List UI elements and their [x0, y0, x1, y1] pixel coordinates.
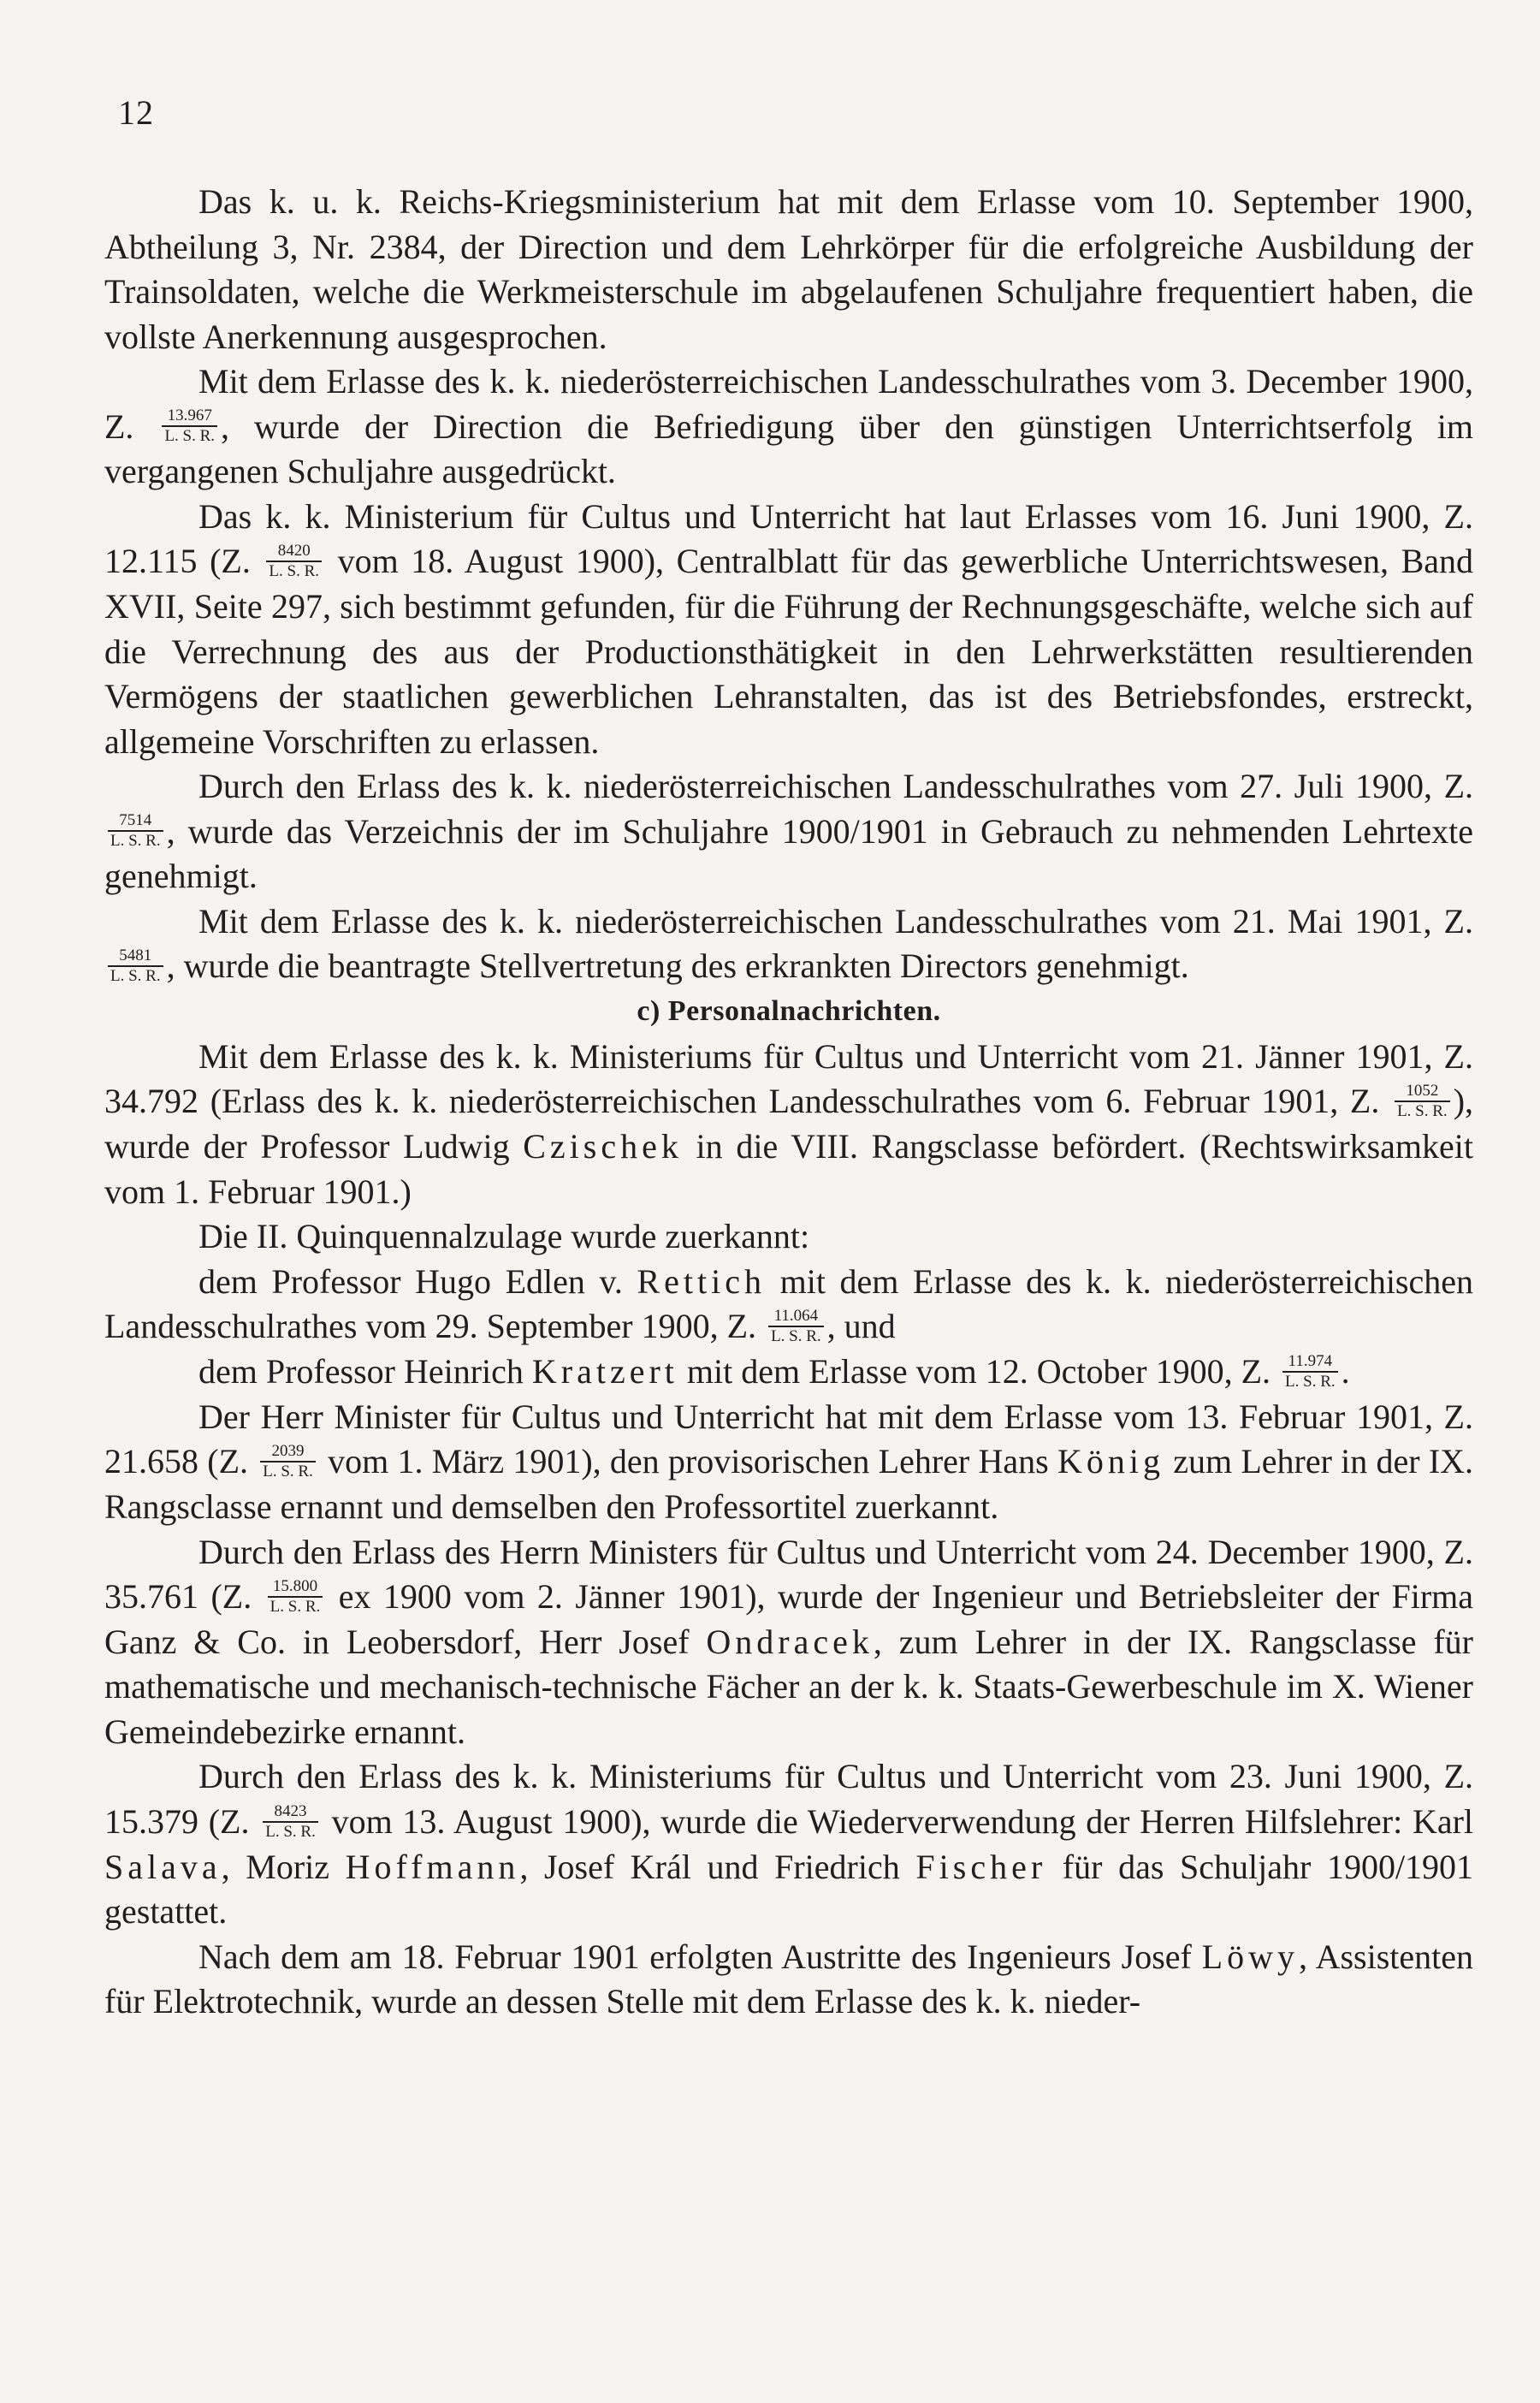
paragraph-lehrtexte	[104, 764, 1473, 899]
fraction-numerator: 7514	[119, 811, 152, 830]
fraction-denominator: L. S. R.	[108, 965, 163, 986]
paragraph-text: mit dem Erlasse des k. k. niederösterreichischen Landesschulrathes vom 29. September 1900, Z.	[104, 1261, 1474, 1346]
paragraph-text: Durch den Erlass des k. k. Ministeriums für Cultus und Unterricht vom 23. Juni 1900, Z. 15.379 (Z.	[104, 1757, 1473, 1841]
paragraph-text: .	[1341, 1351, 1350, 1391]
paragraph-text: in die VIII. Rangsclasse befördert. (Rechtswirksamkeit vom 1. Februar 1901.)	[104, 1127, 1474, 1211]
paragraph-text: mit dem Erlasse vom 12. October 1900, Z.	[686, 1351, 1271, 1391]
paragraph-text: dem Professor Heinrich	[198, 1351, 524, 1391]
fraction-numerator: 13.967	[167, 406, 212, 425]
paragraph-koenig	[104, 1395, 1473, 1530]
fraction-numerator: 8423	[274, 1801, 307, 1820]
fraction-numerator: 2039	[271, 1442, 305, 1460]
fraction-denominator: L. S. R.	[162, 425, 217, 446]
person-name: Löwy	[1201, 1937, 1299, 1976]
paragraph-text: dem Professor Hugo Edlen v.	[198, 1261, 623, 1301]
section-heading: c) Personalnachrichten.	[637, 995, 941, 1028]
paragraph-hilfslehrer	[104, 1754, 1473, 1934]
person-name: Hoffmann	[345, 1847, 520, 1886]
paragraph-text: Mit dem Erlasse des k. k. niederösterreichischen Landesschulrathes vom 21. Mai 1901, Z.	[198, 901, 1473, 940]
paragraph-text: Mit dem Erlasse des k. k. niederösterreichischen Landesschulrathes vom 3. December 1900, Z.	[104, 362, 1473, 446]
paragraph-text: Nach dem am 18. Februar 1901 erfolgten Austritte des Ingenieurs Josef	[198, 1937, 1192, 1976]
reference-fraction	[768, 1307, 824, 1346]
reference-fraction	[266, 542, 322, 581]
paragraph-text: ex 1900 vom 2. Jänner 1901), wurde der Ingenieur und Betriebsleiter der Firma Ganz & Co. in Leobersdorf, Herr Josef	[104, 1577, 1474, 1661]
person-name: Czischek	[523, 1127, 683, 1166]
paragraph-text: , wurde der Direction die Befriedigung über den günstigen Unterrichtserfolg im vergangenen Schuljahre ausgedrückt.	[104, 406, 1474, 491]
person-name: Fischer	[915, 1847, 1047, 1886]
reference-fraction	[108, 811, 163, 851]
fraction-denominator: L. S. R.	[768, 1326, 824, 1346]
paragraph-text: Durch den Erlass des k. k. niederösterreichischen Landesschulrathes vom 27. Juli 1900, Z.	[198, 767, 1473, 806]
person-name: Kratzert	[531, 1351, 678, 1391]
reference-fraction	[162, 406, 217, 446]
paragraph-ondracek	[104, 1530, 1473, 1755]
reference-fraction	[108, 946, 163, 986]
paragraph-rettich	[104, 1260, 1473, 1350]
paragraph-text: , Moriz	[221, 1847, 330, 1886]
paragraph-text: , zum Lehrer in der IX. Rangsclasse für mathematische und mechanisch-technische Fächer an der k. k. Staats-Gewerbeschule im X. Wiener Gemeindebezirke ernannt.	[104, 1622, 1473, 1751]
paragraph-text: Die II. Quinquennalzulage wurde zuerkannt:	[198, 1217, 810, 1256]
reference-fraction	[1282, 1352, 1338, 1391]
paragraph-text: , Josef Král und Friedrich	[519, 1847, 900, 1886]
paragraph-text: vom 13. August 1900), wurde die Wiederverwendung der Herren Hilfslehrer: Karl	[331, 1801, 1474, 1841]
fraction-numerator: 8420	[277, 542, 311, 561]
person-name: Salava	[104, 1847, 222, 1886]
fraction-denominator: L. S. R.	[1282, 1371, 1338, 1391]
reference-fraction	[268, 1577, 323, 1617]
fraction-numerator: 11.974	[1288, 1351, 1333, 1370]
paragraph-quinquennalzulage	[104, 1214, 1473, 1260]
paragraph-text: , Assistenten für Elektrotechnik, wurde an dessen Stelle mit dem Erlasse des k. k. nieder-	[104, 1937, 1474, 2021]
document-body	[104, 180, 1473, 2025]
paragraph-czischek	[104, 1035, 1473, 1214]
paragraph-befriedigung	[104, 359, 1473, 495]
reference-fraction	[263, 1802, 318, 1842]
paragraph-text: ), wurde der Professor Ludwig	[104, 1082, 1474, 1166]
fraction-numerator: 11.064	[773, 1306, 819, 1325]
page-number: 12	[118, 93, 154, 132]
person-name: Ondracek	[706, 1622, 874, 1661]
person-name: Rettich	[637, 1261, 767, 1301]
fraction-numerator: 5481	[119, 946, 152, 965]
paragraph-text: , und	[826, 1307, 896, 1346]
paragraph-text: für das Schuljahr 1900/1901 gestattet.	[104, 1847, 1474, 1931]
paragraph-text: , wurde die beantragte Stellvertretung des erkrankten Directors genehmigt.	[166, 946, 1189, 986]
fraction-denominator: L. S. R.	[260, 1461, 316, 1481]
paragraph-text: vom 18. August 1900), Centralblatt für das gewerbliche Unterrichtswesen, Band XVII, Seite 297, sich bestimmt gefunden, für die Führung der Rechnungsgeschäfte, welche sich auf die Verrechnung des aus der Productionsthätigkeit in den Lehrwerkstätten resultierenden Vermögens der staatlichen gewerblichen Lehranstalten, das ist des Betriebsfondes, erstreckt, allgemeine Vorschriften zu erlassen.	[104, 542, 1473, 761]
paragraph-text: Mit dem Erlasse des k. k. Ministeriums für Cultus und Unterricht vom 21. Jänner 1901, Z. 34.792 (Erlass des k. k. niederösterreichischen Landesschulrathes vom 6. Februar 1901, Z.	[104, 1036, 1473, 1121]
paragraph-text: zum Lehrer in der IX. Rangsclasse ernannt und demselben den Professortitel zuerkannt.	[104, 1442, 1474, 1526]
paragraph-text: vom 1. März 1901), den provisorischen Lehrer Hans	[328, 1442, 1049, 1481]
paragraph-text: Das k. k. Ministerium für Cultus und Unterricht hat laut Erlasses vom 16. Juni 1900, Z. 12.115 (Z.	[104, 496, 1473, 581]
fraction-denominator: L. S. R.	[263, 1821, 318, 1842]
paragraph-reichs-kriegsministerium	[104, 180, 1473, 359]
reference-fraction	[1395, 1082, 1450, 1121]
paragraph-text: Das k. u. k. Reichs-Kriegsministerium hat mit dem Erlasse vom 10. September 1900, Abtheilung 3, Nr. 2384, der Direction und dem Lehrkörper für die erfolgreiche Ausbildung der Trainsoldaten, welche die Werkmeisterschule im abgelaufenen Schuljahre frequentiert haben, die vollste Anerkennung ausgesprochen.	[104, 182, 1473, 356]
reference-fraction	[260, 1442, 316, 1481]
paragraph-rechnungsgeschaefte	[104, 495, 1473, 764]
paragraph-text: Durch den Erlass des Herrn Ministers für Cultus und Unterricht vom 24. December 1900, Z. 35.761 (Z.	[104, 1532, 1473, 1616]
fraction-denominator: L. S. R.	[1395, 1101, 1450, 1121]
fraction-denominator: L. S. R.	[266, 561, 322, 581]
fraction-denominator: L. S. R.	[108, 830, 163, 851]
fraction-numerator: 15.800	[272, 1576, 318, 1595]
paragraph-loewy	[104, 1935, 1473, 2025]
paragraph-text: , wurde das Verzeichnis der im Schuljahre 1900/1901 in Gebrauch zu nehmenden Lehrtexte genehmigt.	[104, 811, 1473, 896]
person-name: König	[1057, 1442, 1164, 1481]
paragraph-text: Der Herr Minister für Cultus und Unterricht hat mit dem Erlasse vom 13. Februar 1901, Z. 21.658 (Z.	[104, 1397, 1473, 1481]
paragraph-stellvertretung	[104, 899, 1473, 989]
paragraph-kratzert	[104, 1350, 1473, 1395]
fraction-numerator: 1052	[1406, 1082, 1439, 1101]
fraction-denominator: L. S. R.	[268, 1596, 323, 1617]
